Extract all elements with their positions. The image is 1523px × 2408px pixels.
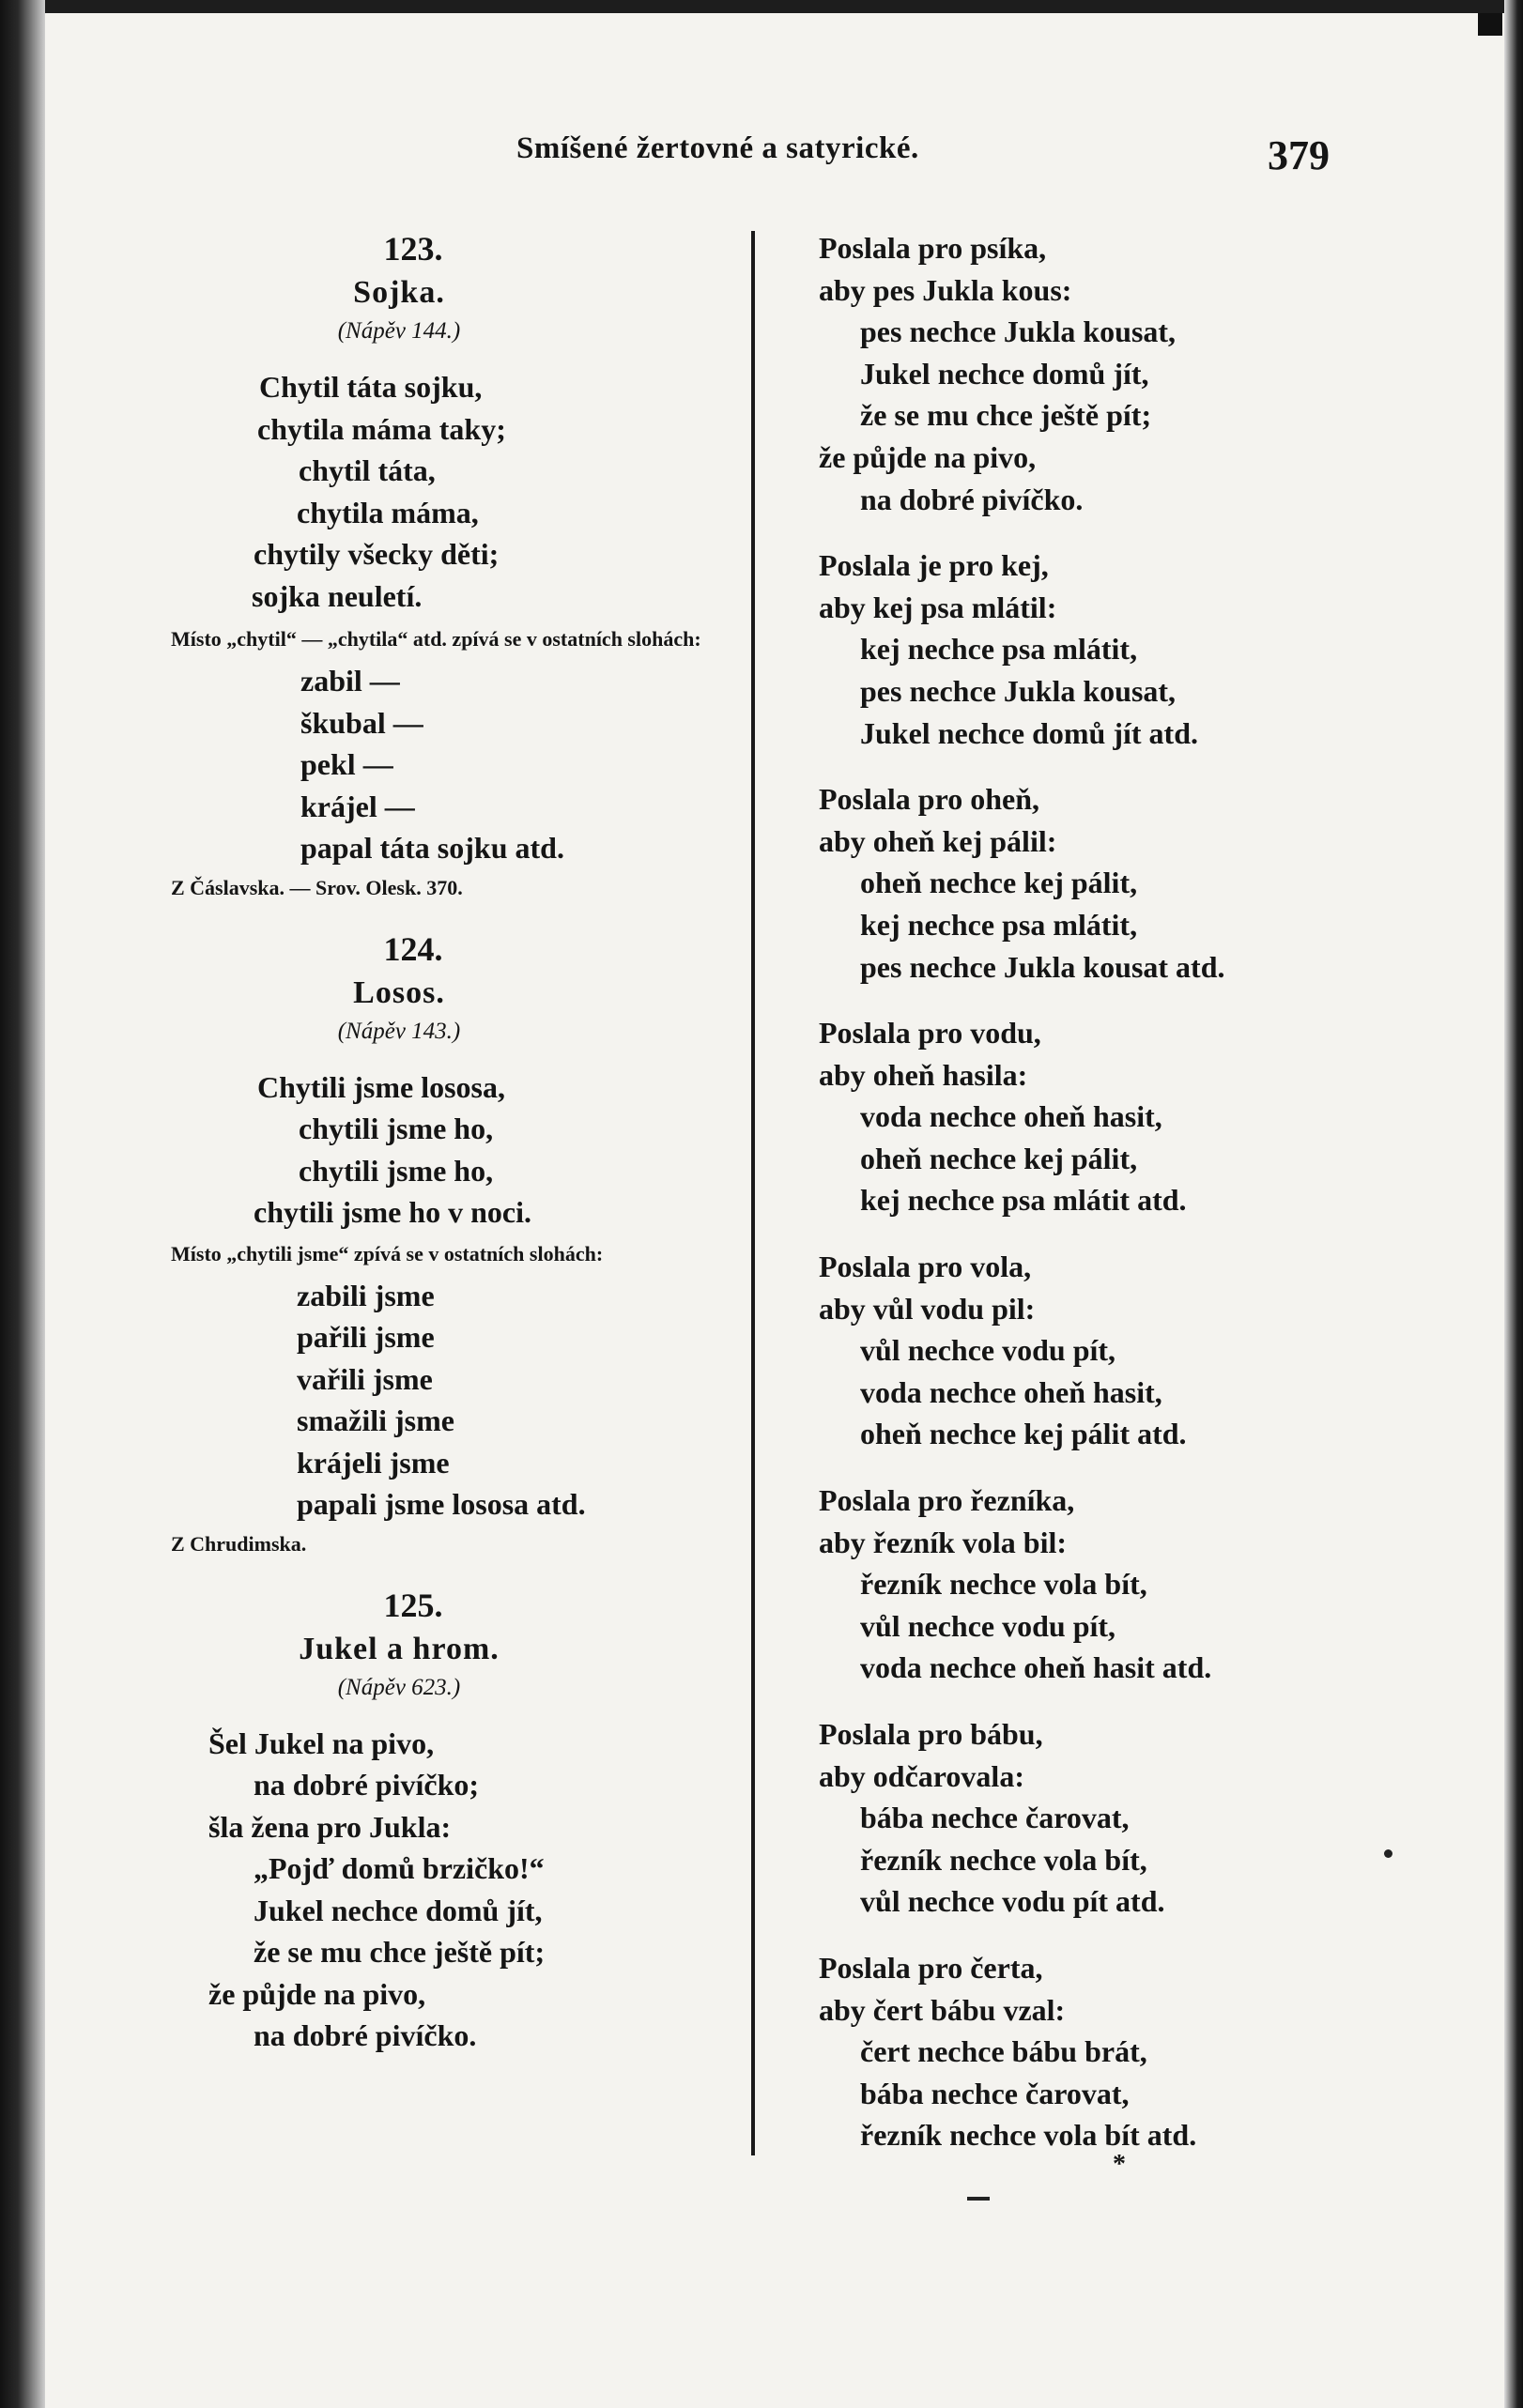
verse-line: „Pojď domů brzičko!“ [254, 1851, 545, 1885]
verse [160, 1723, 742, 2057]
column-divider [751, 231, 755, 2155]
variant-line: papali jsme lososa atd. [297, 1487, 586, 1521]
song-number: 123. [383, 230, 443, 268]
stanza-line: na dobré pivíčko. [860, 482, 1084, 516]
verse-line: že půjde na pivo, [208, 1976, 426, 2011]
left-column [160, 225, 742, 2057]
variant-line: papal táta sojku atd. [300, 831, 564, 865]
verse-line: chytili jsme ho, [299, 1153, 494, 1188]
stanza-line: Jukel nechce domů jít, [860, 356, 1149, 391]
verse-line: Chytili jsme lososa, [257, 1069, 505, 1104]
stanza-line: oheň nechce kej pálit atd. [860, 1417, 1187, 1451]
verse-line: Jukel nechce domů jít, [254, 1893, 543, 1927]
stanza-line: Poslala je pro kej, [819, 548, 1049, 583]
scan-border-top [0, 0, 1523, 13]
stanza-line: Jukel nechce domů jít atd. [860, 715, 1198, 750]
stanza-line: pes nechce Jukla kousat atd. [860, 949, 1225, 984]
verse-line: chytila máma taky; [257, 411, 506, 446]
stanza-line: Poslala pro řezníka, [819, 1483, 1075, 1518]
stanza-line: aby odčarovala: [819, 1758, 1024, 1793]
source-note: Z Chrudimska. [171, 1531, 307, 1556]
stanza-line: vůl nechce vodu pít, [860, 1608, 1116, 1643]
stanza-line: aby čert bábu vzal: [819, 1992, 1066, 2027]
variant-line: škubal — [300, 705, 423, 740]
melody-reference: (Nápěv 144.) [337, 318, 461, 344]
stanza-line: voda nechce oheň hasit, [860, 1374, 1162, 1409]
stanza-line: kej nechce psa mlátit atd. [860, 1183, 1187, 1218]
variant-lines [160, 1275, 742, 1526]
stanza-line: Poslala pro vodu, [819, 1016, 1041, 1051]
variant-line: krájel — [300, 789, 415, 823]
stanza-line: oheň nechce kej pálit, [860, 1141, 1138, 1175]
variant-line: krájeli jsme [297, 1445, 450, 1480]
verse [160, 1066, 742, 1234]
variant-line: zabil — [300, 664, 400, 698]
variant-lines [160, 660, 742, 869]
verse-line: sojka neuletí. [252, 578, 423, 613]
verse-line: že se mu chce ještě pít; [254, 1935, 546, 1969]
variant-line: smažili jsme [297, 1403, 454, 1437]
stanza-line: řezník nechce vola bít atd. [860, 2118, 1197, 2153]
editorial-note: Místo „chytil“ — „chytila“ atd. zpívá se v ostatních slohách: [171, 627, 701, 651]
source-note: Z Čáslavska. — Srov. Olesk. 370. [171, 875, 463, 899]
stanza-line: kej nechce psa mlátit, [860, 632, 1138, 667]
editorial-note: Místo „chytili jsme“ zpívá se v ostatních slohách: [171, 1241, 604, 1265]
stanza-line: kej nechce psa mlátit, [860, 907, 1138, 942]
stanza-line: čert nechce bábu brát, [860, 2034, 1147, 2069]
stanza-line: že se mu chce ještě pít; [860, 398, 1152, 433]
variant-line: pekl — [300, 747, 393, 781]
scan-border-left [0, 0, 45, 2408]
verse-line: Šel Jukel na pivo, [208, 1725, 435, 1760]
stanza-line: řezník nechce vola bít, [860, 1567, 1147, 1602]
verse-line: chytili jsme ho v noci. [254, 1195, 531, 1229]
verse-line: chytily všecky děti; [254, 537, 500, 571]
stanza-line: aby oheň kej pálil: [819, 823, 1057, 858]
song-number: 124. [383, 929, 443, 968]
stanza [819, 227, 1438, 520]
right-column [819, 227, 1438, 2181]
song-title: Sojka. [353, 275, 445, 310]
verse-line: chytila máma, [297, 495, 479, 529]
variant-line: zabili jsme [297, 1278, 435, 1312]
corner-mark [1478, 13, 1502, 36]
stanza-line: vůl nechce vodu pít atd. [860, 1884, 1165, 1919]
stanza [819, 1246, 1438, 1455]
stanza-line: Poslala pro psíka, [819, 231, 1047, 265]
song-124 [160, 926, 742, 1563]
end-dash-mark [967, 2197, 990, 2201]
song-125 [160, 1582, 742, 2057]
stanza-line: oheň nechce kej pálit, [860, 866, 1138, 900]
stanza-line: Poslala pro čerta, [819, 1950, 1043, 1985]
variant-line: pařili jsme [297, 1320, 435, 1354]
song-123 [160, 225, 742, 907]
stanza [819, 544, 1438, 754]
song-number: 125. [383, 1586, 443, 1624]
stanza-line: bába nechce čarovat, [860, 2076, 1130, 2110]
verse-line: chytili jsme ho, [299, 1112, 494, 1145]
stanza-line: vůl nechce vodu pít, [860, 1333, 1116, 1368]
stanza-line: aby vůl vodu pil: [819, 1291, 1036, 1326]
stanza-line: pes nechce Jukla kousat, [860, 314, 1177, 349]
stanza-line: aby kej psa mlátil: [819, 590, 1057, 624]
stanza [819, 1947, 1438, 2156]
stanza-line: Poslala pro oheň, [819, 782, 1039, 817]
stanza [819, 1012, 1438, 1221]
variant-line: vařili jsme [297, 1361, 433, 1396]
song-title: Jukel a hrom. [299, 1631, 500, 1666]
stanza-line: bába nechce čarovat, [860, 1801, 1130, 1835]
stanza-line: voda nechce oheň hasit atd. [860, 1650, 1212, 1685]
running-title: Smíšené žertovné a satyrické. [516, 131, 919, 165]
verse-line: na dobré pivíčko; [254, 1768, 480, 1802]
stanza-line: aby oheň hasila: [819, 1057, 1028, 1092]
stanza-line: řezník nechce vola bít, [860, 1842, 1147, 1877]
stanza-line: pes nechce Jukla kousat, [860, 673, 1177, 708]
song-title: Losos. [353, 974, 445, 1010]
verse-line: na dobré pivíčko. [254, 2018, 477, 2052]
stanza-line: že půjde na pivo, [819, 439, 1037, 474]
end-asterisk: * [1113, 2150, 1126, 2179]
stanza [819, 1713, 1438, 1923]
stanza [819, 1480, 1438, 1689]
melody-reference: (Nápěv 143.) [337, 1018, 461, 1044]
verse-line: Chytil táta sojku, [259, 370, 483, 404]
page-number: 379 [1268, 132, 1330, 178]
verse-line: chytil táta, [299, 453, 436, 487]
scan-border-right [1504, 0, 1523, 2408]
melody-reference: (Nápěv 623.) [337, 1674, 461, 1700]
stanza-line: Poslala pro vola, [819, 1250, 1032, 1284]
stanza-line: aby řezník vola bil: [819, 1525, 1068, 1559]
stanza [819, 778, 1438, 988]
verse-line: šla žena pro Jukla: [208, 1809, 452, 1844]
verse [160, 366, 742, 617]
ink-speck [1384, 1849, 1392, 1858]
stanza-line: aby pes Jukla kous: [819, 272, 1072, 307]
stanza-line: Poslala pro bábu, [819, 1717, 1043, 1751]
stanza-line: voda nechce oheň hasit, [860, 1099, 1162, 1134]
